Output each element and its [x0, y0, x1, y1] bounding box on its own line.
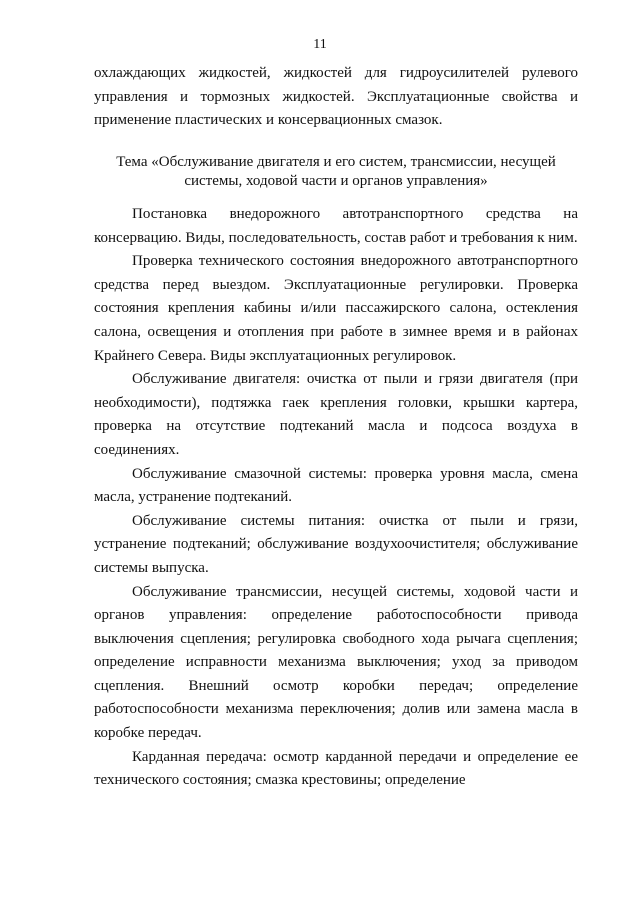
- page-number: 11: [313, 37, 327, 52]
- paragraph-conservation: Постановка внедорожного автотранспортного средства на консервацию. Виды, последовательность, состав работ и требования к ним.: [94, 206, 578, 246]
- intro-text: охлаждающих жидкостей, жидкостей для гидроусилителей рулевого управления и тормозных жидкостей. Эксплуатационные свойства и применение пластических и консервационных смазок.: [94, 65, 578, 129]
- paragraph-lubrication-system: Обслуживание смазочной системы: проверка уровня масла, смена масла, устранение подтеканий.: [94, 465, 578, 506]
- paragraph-transmission: Обслуживание трансмиссии, несущей системы, ходовой части и органов управления: определение работоспособности привода выключения сцепления; регулировка свободного хода рычага сцепления; определение исправности механизма выключения; уход за приводом сцепления. Внешний осмотр коробки передач; определение работоспособности механизма переключения; долив или замена масла в коробке передач.: [94, 583, 578, 742]
- intro-paragraph: [94, 62, 578, 133]
- body-text: [94, 203, 578, 793]
- paragraph-technical-check: Проверка технического состояния внедорожного автотранспортного средства перед выездом. Эксплуатационные регулировки. Проверка состояния крепления кабины и/или пассажирского салона, остекления салона, освещения и отопления при работе в зимнее время и в районах Крайнего Севера. Виды эксплуатационных регулировок.: [94, 253, 578, 364]
- paragraph-fuel-system: Обслуживание системы питания: очистка от пыли и грязи, устранение подтеканий; обслуживание воздухоочистителя; обслуживание системы выпуска.: [94, 512, 578, 576]
- section-heading: Тема «Обслуживание двигателя и его систем, трансмиссии, несущей системы, ходовой части и органов управления»: [116, 154, 556, 189]
- paragraph-driveshaft: Карданная передача: осмотр карданной передачи и определение ее технического состояния; смазка крестовины; определение: [94, 748, 578, 789]
- paragraph-engine-service: Обслуживание двигателя: очистка от пыли и грязи двигателя (при необходимости), подтяжка гаек крепления головки, крышки картера, проверка на отсутствие подтеканий масла и подсоса воздуха в соединениях.: [94, 371, 578, 458]
